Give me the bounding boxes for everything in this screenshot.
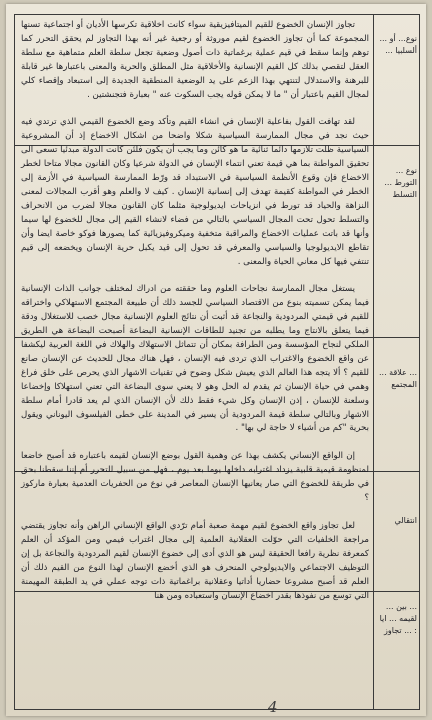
margin-rule xyxy=(373,15,374,709)
paragraph-4: إن الواقع الإنساني يكشف بهذا عن وهمية القول بوضع الإنسان لقيمه باعتباره قد أصبح خاضعا لمنظومة قيمية قلبية يزداد اغترابه داخلها يوما بعد يوم ، فهل من سبيل للتحرر أم إننا سقطنا بحق في طريقة للخضوع التي صار يعانيها الإنسان المعاصر في نوع من الحفريات العدمية بعبارة ماركوز ؟ xyxy=(21,451,369,504)
margin-note-5: ... بين ... لقيمه ... ايا : ... تجاوز xyxy=(379,602,417,635)
paragraph-5: لعل تجاوز واقع الخضوع لقيم مهمة صعبة أمام ترّدي الواقع الإنساني الراهن وأنه تجاوز يقتضي مراجعة الخلفيات التي حوّلت العقلانية العلمية إلى مجال اغتراب فيمي ومن المؤكد أن العلم كمعرفة نظرية رافعا الحقيقة ليس هو الذي أدى إلى خضوع الإنسان لقيم المردودية والنجاعة بل إن التوظيف الاجتماعي والايديولوجي المنحرف هو الذي أخضع الإنسان لهذا النوع من القيم ذلك أن العلم قد أصبح مشروعا حضاريا أداتيا وعقلانية براغماتية ذات توجه عملي في يد الطبقة المهيمنة التي توسع من نفوذها بقدر اخضاع الإنسان واستعباده ومن هنا xyxy=(21,521,369,601)
paragraph-1: تجاوز الإنسان الخضوع للقيم الميتافيزيقية سواء كانت اخلاقية تكرسها الأديان أو اجتماعية تسنها المجموعة كما أن تجاوز الخضوع لقيم موروثة أو رجعية غير أنه بهذا التجاوز لم يحقق التحرر كما توهم وإنما سقط في قيم عملية برغماتية ذات أصول وضعية تجعل سلطة العلم متماهية مع سلطة العقل لتقصي بذلك كل القيم الإنسانية والأخلاقية مثل المطلق والحرية والمعنى باعتبارها غير قابلة للبرهنة والاستدلال لتنتهي بهذا الزعم على يد الوضعية المنطقية الجديدة إلى استبعاد وإقصاء كلي لمجال القيم باعتبار أن " ما لا يمكن قوله يجب السكوت عنه " بعبارة فتجنشتين . xyxy=(21,20,369,100)
margin-note-3: ... علاقة ... المجتمع xyxy=(378,368,417,389)
page-number: 4 xyxy=(268,698,278,716)
essay-body xyxy=(21,19,369,705)
margin-note-4: انتقالي xyxy=(394,516,417,525)
paragraph-3: يستغل مجال الممارسة نجاحات العلوم وما حققته من ادراك لمختلف جوانب الذات الإنسانية فيما يمكن تسميته بنوع من الاقتصاد السياسي للجسد ذلك أن طبيعة المجتمع الاستهلاكي واختراقه للقيم في قيمتي المردودية والنجاعة قد أثبت أن نتائج العلوم الإنسانية مجال خصب للاستغلال ودقة فيما يتعلق بالانتاج وما يطلبه من تجنيد للطاقات الإنسانية البضاعة أصبحت البضاعة هي الطريق الملكي لنجاح المؤسسة ومن الطرافة بمكان أن تتماثل الاستهلاك والهلاك في اللغة العربية ليكشفا عن واقع الخضوع والاغتراب الذي تردى فيه الإنسان ، فهل هناك مجال للحديث عن الإنسان صانع للقيم ؟ ألا يتجه هذا العالم الذي يعيش شكل وضوح في تقنيات الاشهار الذي يحرص على خلق فراغ وهمي في حياة الإنسان ثم يقدم له الحل وهو لا يعني سوى البضاعة التي تعني استهلاكا وإخضاعا وسلعنة للإنسان ، إذن الإنسان وكل شيء فقط ذلك لأن الإنسان الذي لم يعد قادرا أمام سلطة الاشهار وبالتالي سلطة قيمة المردودية أن يسير في المدينة على خطى الفيلسوف اليوناني ويقول بحرية "كم من أشياء لا حاجة لي بها" . xyxy=(21,284,369,434)
page-grid xyxy=(14,14,420,710)
notebook-page xyxy=(6,4,426,716)
margin-note-2: نوع ... التورط ... التسلط xyxy=(384,166,417,199)
margin-note-1: نوع... أو ... ألسلبيا ... xyxy=(379,34,417,55)
paragraph-2: لقد تهافت القول بفاعلية الإنسان في انشاء القيم وتأكد وضع الخضوع القيمي الذي ترتدي فيه حيث نجد في مجال الممارسة السياسية شكلا واضحا من اشكال الاخضاع إذ أن المشروعية السياسية ظلت تلازمها دائما ثنائية ما هو كائن وما يجب أن يكون فلئن كانت الدولة مبدئيا تسعى الى تحقيق المواطنة بما هي قيمة تعني انتماء الإنسان في الدولة شرعيا وكان القانون مجالا متاحا لخطر الاخضاع فإن وقوع الأنظمة السياسية في الاستبداد قد ورّط الممارسة السياسية في الأزمة إلى الخطر في المواطنة كقيمة تهدف إلى إنسانية الإنسان . كيف لا والعلم وهو أقرب المجالات لمعنى النزاهة والحياد قد تورط في انزياحات ايديولوجية مثلما كان القانون مجالا لضرب من الانحراف والتسلط تحول تحت المجال السياسي بالتالي من فضاء لانشاء القيم إلى مجال للخضوع لها سيما وأنها قد باتت عمليات الاخضاع والمراقبة متخفية وميكروفيزيائية كما يصورها فوكو خاصة ايضا وأن تقاطع الايديولوجيا والسياسي والمعرفي قد تحول إلى قيد يكبل حرية الإنسان ويخضعه إلى قيم تنتفي فيها كل معاني الحياة والمعنى . xyxy=(21,117,369,267)
